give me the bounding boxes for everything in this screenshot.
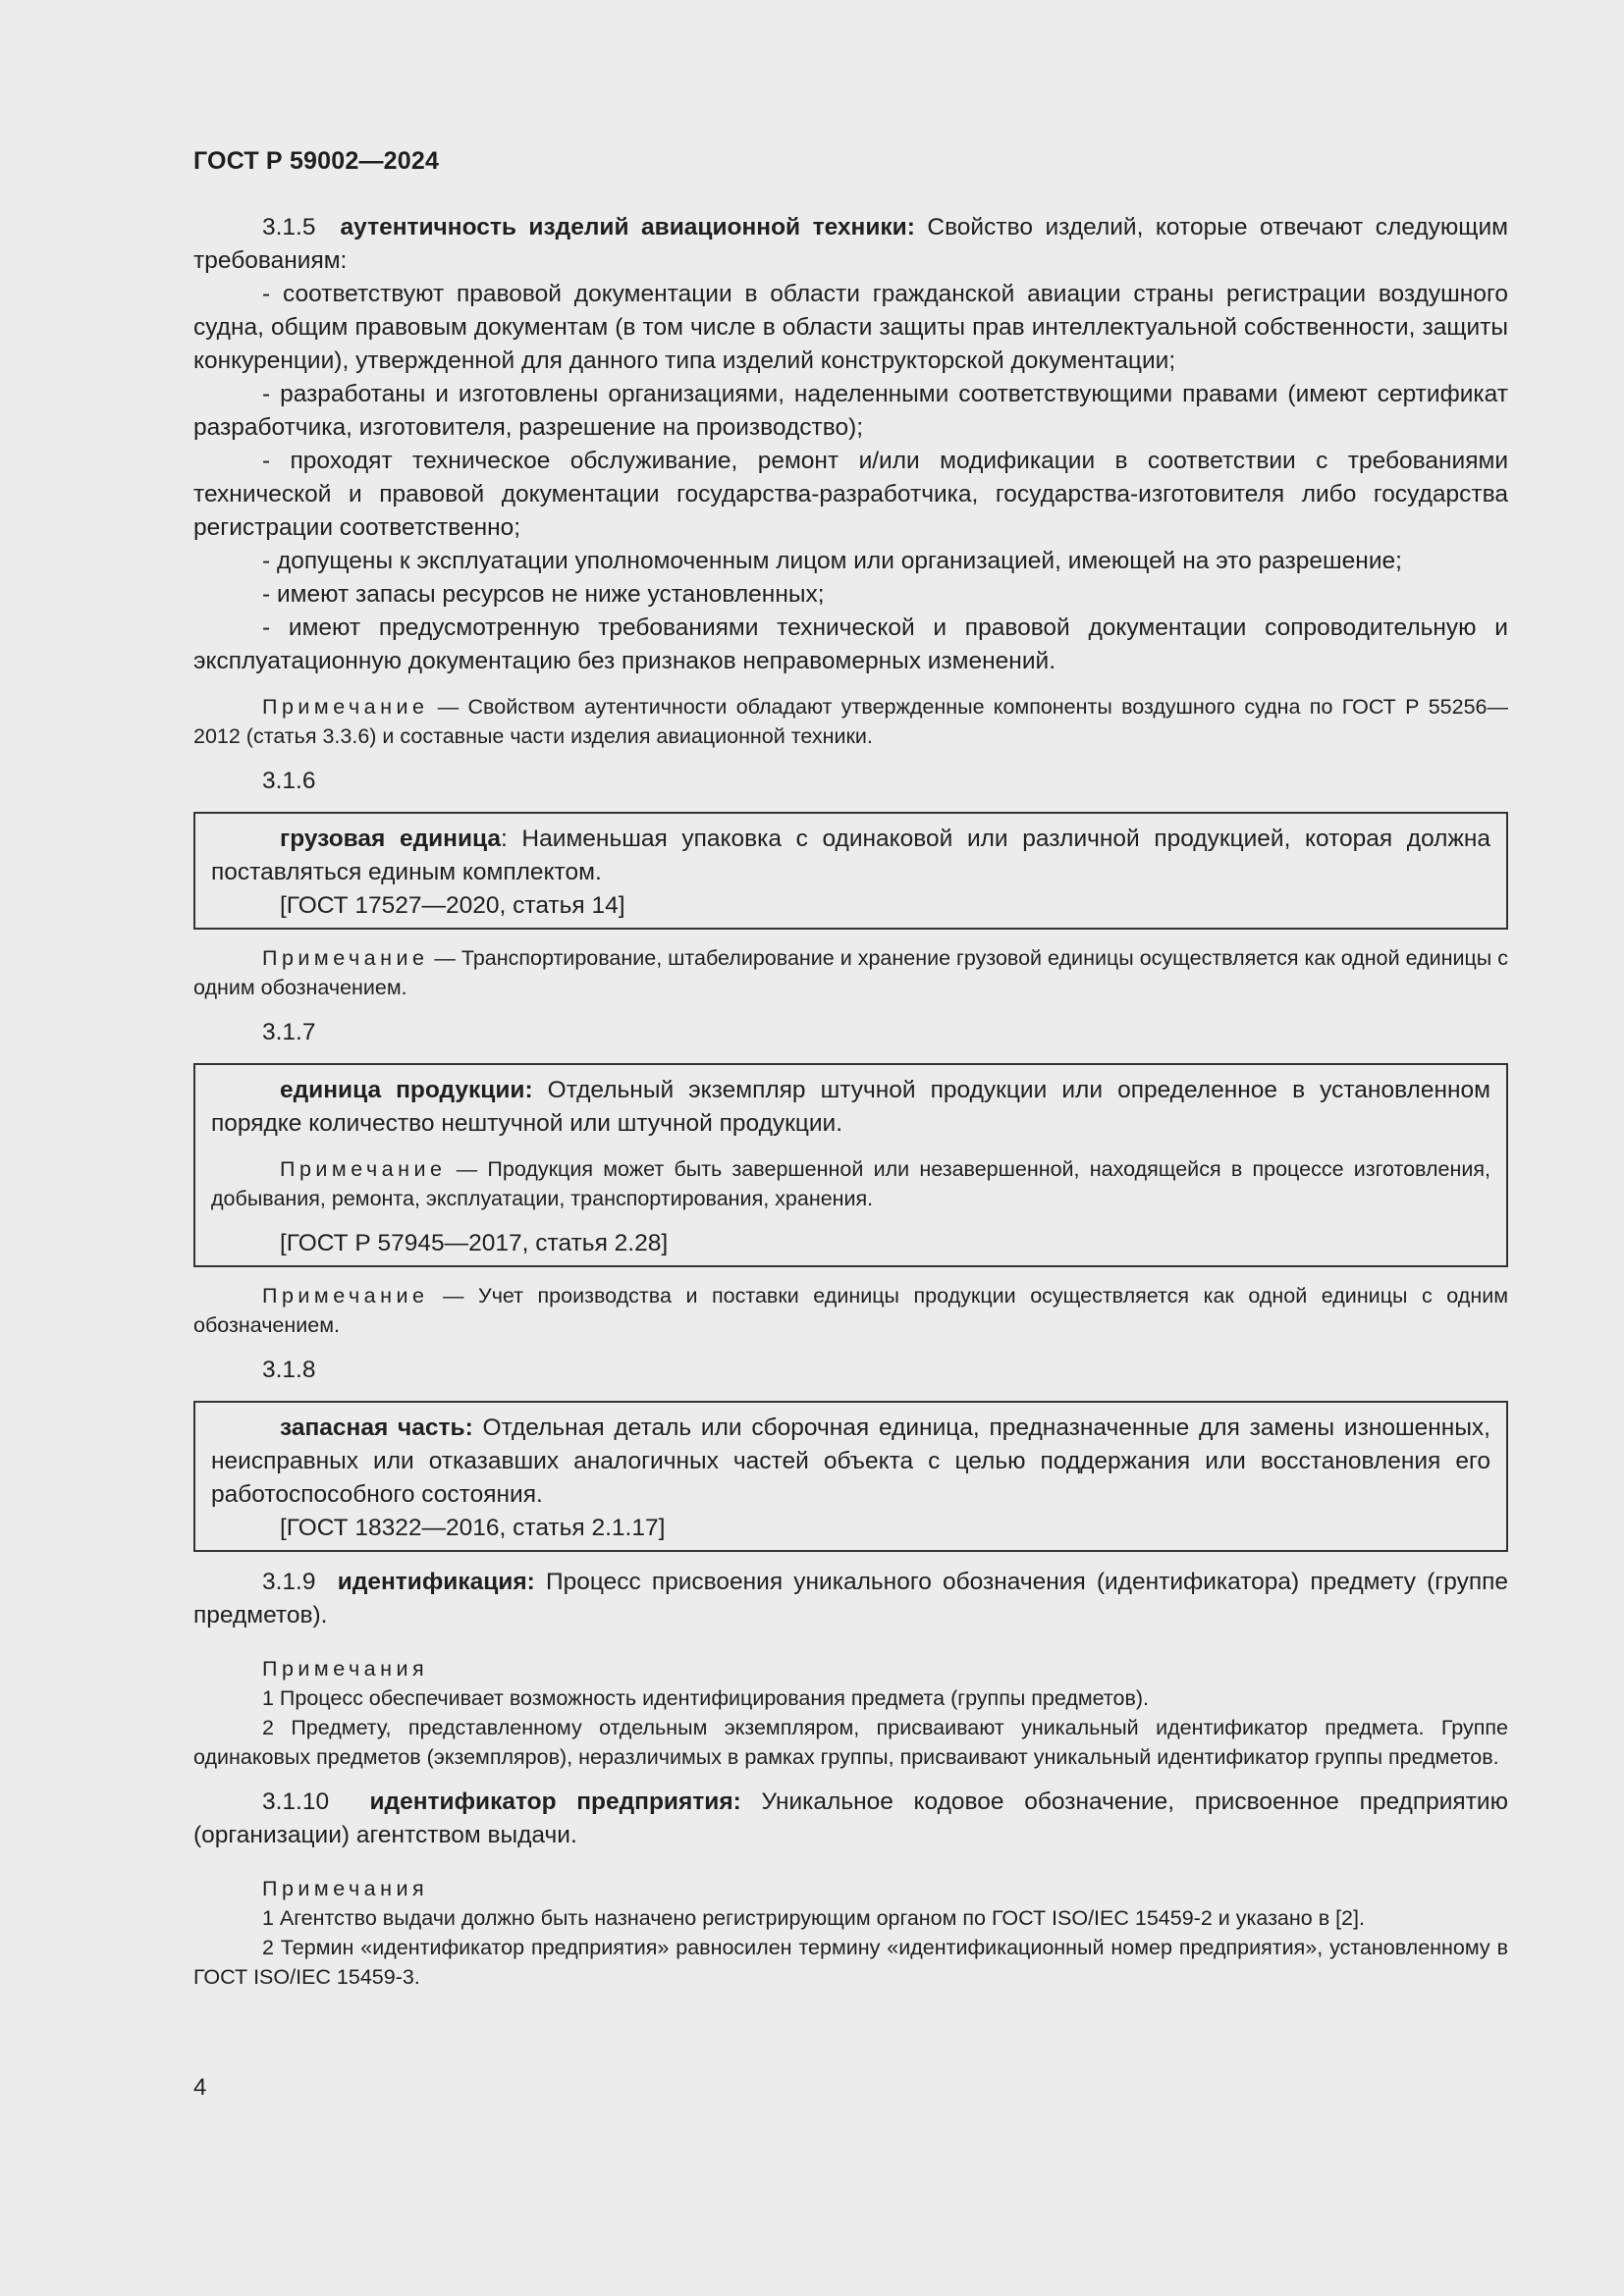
note-text: — Учет производства и поставки единицы продукции осуществляется как одной единицы с одним обозначением. [193,1284,1508,1337]
term: идентификатор предприятия: [369,1789,741,1815]
inner-note [211,1154,1490,1213]
list-item: - имеют предусмотренную требованиями технической и правовой документации сопроводительную и эксплуатационную документацию без признаков неправомерных изменений. [193,614,1508,674]
list-item: - разработаны и изготовлены организациями, наделенными соответствующими правами (имеют сертификат разработчика, изготовителя, разрешение на производство); [193,381,1508,441]
note-item: 2 Термин «идентификатор предприятия» равносилен термину «идентификационный номер предприятия», установленному в ГОСТ ISO/IEC 15459-3. [193,1936,1508,1989]
term: аутентичность изделий авиационной техники: [340,214,915,240]
note-text: — Транспортирование, штабелирование и хранение грузовой единицы осуществляется как одной единицы с одним обозначением. [193,946,1508,999]
term-box [193,1063,1508,1267]
entry-number-3-1-7: 3.1.7 [262,1019,316,1045]
entry-number: 3.1.10 [262,1789,330,1815]
definition: Отдельная деталь или сборочная единица, предназначенные для замены изношенных, неисправных или отказавших аналогичных частей объекта с целью поддержания или восстановления его работоспособного состояния. [211,1415,1490,1508]
term-box [193,812,1508,930]
entry-number-3-1-6: 3.1.6 [262,768,316,794]
definition-paragraph [211,1074,1490,1141]
note-label: Примечание [262,946,429,970]
entry-number-3-1-8: 3.1.8 [262,1357,316,1383]
list-item: - имеют запасы ресурсов не ниже установленных; [262,581,825,608]
note-label: Примечание [262,695,429,719]
note-text: — Свойством аутентичности обладают утвержденные компоненты воздушного судна по ГОСТ Р 55256—2012 (статья 3.3.6) и составные части изделия авиационной техники. [193,695,1508,748]
definition: Процесс присвоения уникального обозначения (идентификатора) предмету (группе предметов). [193,1569,1508,1629]
list-item: - допущены к эксплуатации уполномоченным лицом или организацией, имеющей на это разрешение; [262,548,1402,574]
term: грузовая единица [280,826,502,852]
definition: Уникальное кодовое обозначение, присвоенное предприятию (организации) агентством выдачи. [193,1789,1508,1848]
definition-paragraph [211,1412,1490,1512]
term: запасная часть: [280,1415,473,1441]
entry-3-1-10 [193,1786,1508,1852]
source-reference: [ГОСТ Р 57945—2017, статья 2.28] [280,1230,669,1256]
entry-3-1-5 [193,211,1508,278]
note [193,943,1508,1002]
note [193,692,1508,751]
source-reference: [ГОСТ 18322—2016, статья 2.1.17] [280,1515,666,1541]
note-item: 2 Предмету, представленному отдельным экземпляром, присваивают уникальный идентификатор предмета. Группе одинаковых предметов (экземпляров), неразличимых в рамках группы, присваивают уникальный идентификатор группы предметов. [193,1716,1508,1769]
note-item: 1 Процесс обеспечивает возможность идентифицирования предмета (группы предметов). [262,1686,1150,1710]
list-item: - проходят техническое обслуживание, ремонт и/или модификации в соответствии с требованиями технической и правовой документации государства-разработчика, государства-изготовителя либо государства регистрации соответственно; [193,448,1508,541]
note-label: Примечание [280,1157,447,1181]
source-reference: [ГОСТ 17527—2020, статья 14] [280,892,625,919]
note-label: Примечание [262,1284,429,1308]
note [193,1281,1508,1340]
entry-number: 3.1.9 [262,1569,316,1595]
running-header: ГОСТ Р 59002—2024 [193,147,440,175]
definition: : Наименьшая упаковка с одинаковой или различной продукцией, которая должна поставляться единым комплектом. [211,826,1491,885]
term: единица продукции: [280,1077,533,1103]
term-box [193,1401,1508,1552]
notes-heading: Примечания [262,1657,429,1681]
page-content [193,147,1508,1992]
note-text: — Продукция может быть завершенной или незавершенной, находящейся в процессе изготовления, добывания, ремонта, эксплуатации, транспортирования, хранения. [211,1157,1490,1210]
note-item: 1 Агентство выдачи должно быть назначено регистрирующим органом по ГОСТ ISO/IEC 15459-2 и указано в [2]. [262,1906,1365,1930]
definition: Свойство изделий, которые отвечают следующим требованиям: [193,214,1508,274]
definition: Отдельный экземпляр штучной продукции или определенное в установленном порядке количество нештучной или штучной продукции. [211,1077,1490,1137]
list-item: - соответствуют правовой документации в области гражданской авиации страны регистрации воздушного судна, общим правовым документам (в том числе в области защиты прав интеллектуальной собственности, защиты конкуренции), утвержденной для данного типа изделий конструкторской документации; [193,281,1508,374]
page-number: 4 [193,2074,207,2101]
notes-heading: Примечания [262,1877,429,1900]
entry-number: 3.1.5 [262,214,316,240]
term: идентификация: [337,1569,535,1595]
definition-paragraph [211,823,1490,889]
entry-3-1-9 [193,1566,1508,1632]
